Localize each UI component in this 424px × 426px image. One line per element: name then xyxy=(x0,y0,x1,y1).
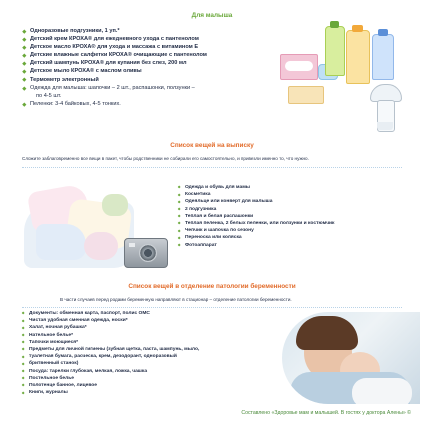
list-item: Детское мыло КРОХА® с маслом оливы xyxy=(23,67,207,75)
list-item: Детские влажные салфетки КРОХА® очищающие с пантенолом xyxy=(23,51,207,59)
list-item: Одноразовые подгузники, 1 уп.* xyxy=(23,27,207,35)
divider xyxy=(22,307,402,308)
footer-credit: Составлено «Здоровье мам и малышей. В гостях у доктора Алены» © xyxy=(241,410,411,416)
list-item: Чепчик и шапочка по сезону xyxy=(178,227,335,234)
list-item: Теплая пеленка, 2 белых пеленки, или ползунки и костюмчик xyxy=(178,220,335,227)
list-item-continuation: туалетная бумага, расческа, крем, дезодорант, одноразовый xyxy=(22,353,199,360)
list-item: Переноска или коляска xyxy=(178,234,335,241)
list-item: Одеяльце или конверт для малыша xyxy=(178,198,335,205)
camera-icon xyxy=(124,238,168,268)
bath-bottle xyxy=(372,34,394,80)
list-item-continuation: бритвенный станок) xyxy=(22,360,199,367)
list-item: Постельное белье xyxy=(22,375,199,382)
list-item: Косметика xyxy=(178,191,335,198)
list-item xyxy=(23,84,207,100)
list-item: Одежда и обувь для мамы xyxy=(178,184,335,191)
pathology-section-title: Список вещей в отделение патологии беременности xyxy=(128,283,296,290)
list-item: Чистая удобная сменная одежда, носки* xyxy=(22,317,199,324)
wet-wipes-pack xyxy=(280,54,318,80)
shampoo-bottle xyxy=(346,30,370,84)
list-item: Детский шампунь КРОХА® для купания без слез, 200 мл xyxy=(23,59,207,67)
list-item: Детское масло КРОХА® для ухода и массажа с витамином Е xyxy=(23,43,207,51)
list-item: Халат, ночная рубашка* xyxy=(22,324,199,331)
list-item: Детский крем КРОХА® для ежедневного ухода с пантенолом xyxy=(23,35,207,43)
list-item: Фотоаппарат xyxy=(178,242,335,249)
pathology-items-list xyxy=(22,310,199,396)
list-item: Термометр электронный xyxy=(23,76,207,84)
list-item-line: по 4-5 шт. xyxy=(36,92,62,99)
list-item: Полотенце банное, лицевое xyxy=(22,382,199,389)
baby-section-title: Для малыша xyxy=(191,12,233,19)
discharge-items-list xyxy=(178,184,335,249)
mother-baby-photo xyxy=(282,312,420,404)
list-item: Предметы для личной гигиены (зубная щетка, паста, шампунь, мыло, xyxy=(22,346,199,353)
list-item-line: Одежда для малыша: шапочки – 2 шт., распашонки, ползунки – xyxy=(30,84,195,91)
discharge-section-title: Список вещей на выписку xyxy=(170,142,254,149)
list-item: Нательное белье* xyxy=(22,332,199,339)
pathology-intro: В части случаев перед родами беременную направляют в стационар – отделение патологии беременности. xyxy=(60,297,292,302)
list-item: 2 подгузника xyxy=(178,206,335,213)
clothes-illustration xyxy=(22,172,172,274)
list-item: Пеленки: 3-4 байковых, 4-5 тонких. xyxy=(23,100,207,108)
list-item: Документы: обменная карта, паспорт, полис ОМС xyxy=(22,310,199,317)
oil-bottle xyxy=(325,26,345,76)
list-item: Книги, журналы xyxy=(22,389,199,396)
soap-box xyxy=(288,86,324,104)
divider xyxy=(22,167,402,168)
baby-items-list xyxy=(23,27,207,108)
list-item: Посуда: тарелки глубокая, мелкая, ложка, чашка xyxy=(22,368,199,375)
discharge-intro: Сложите заблаговременно все вещи в пакет, чтобы родственники не собирали его самостоятельно, и привезли именно то, что нужно. xyxy=(22,156,309,161)
products-illustration xyxy=(280,22,420,144)
breast-pump xyxy=(368,84,402,136)
list-item: Тапочки моющиеся* xyxy=(22,339,199,346)
list-item: Теплая и белая распашонки xyxy=(178,213,335,220)
